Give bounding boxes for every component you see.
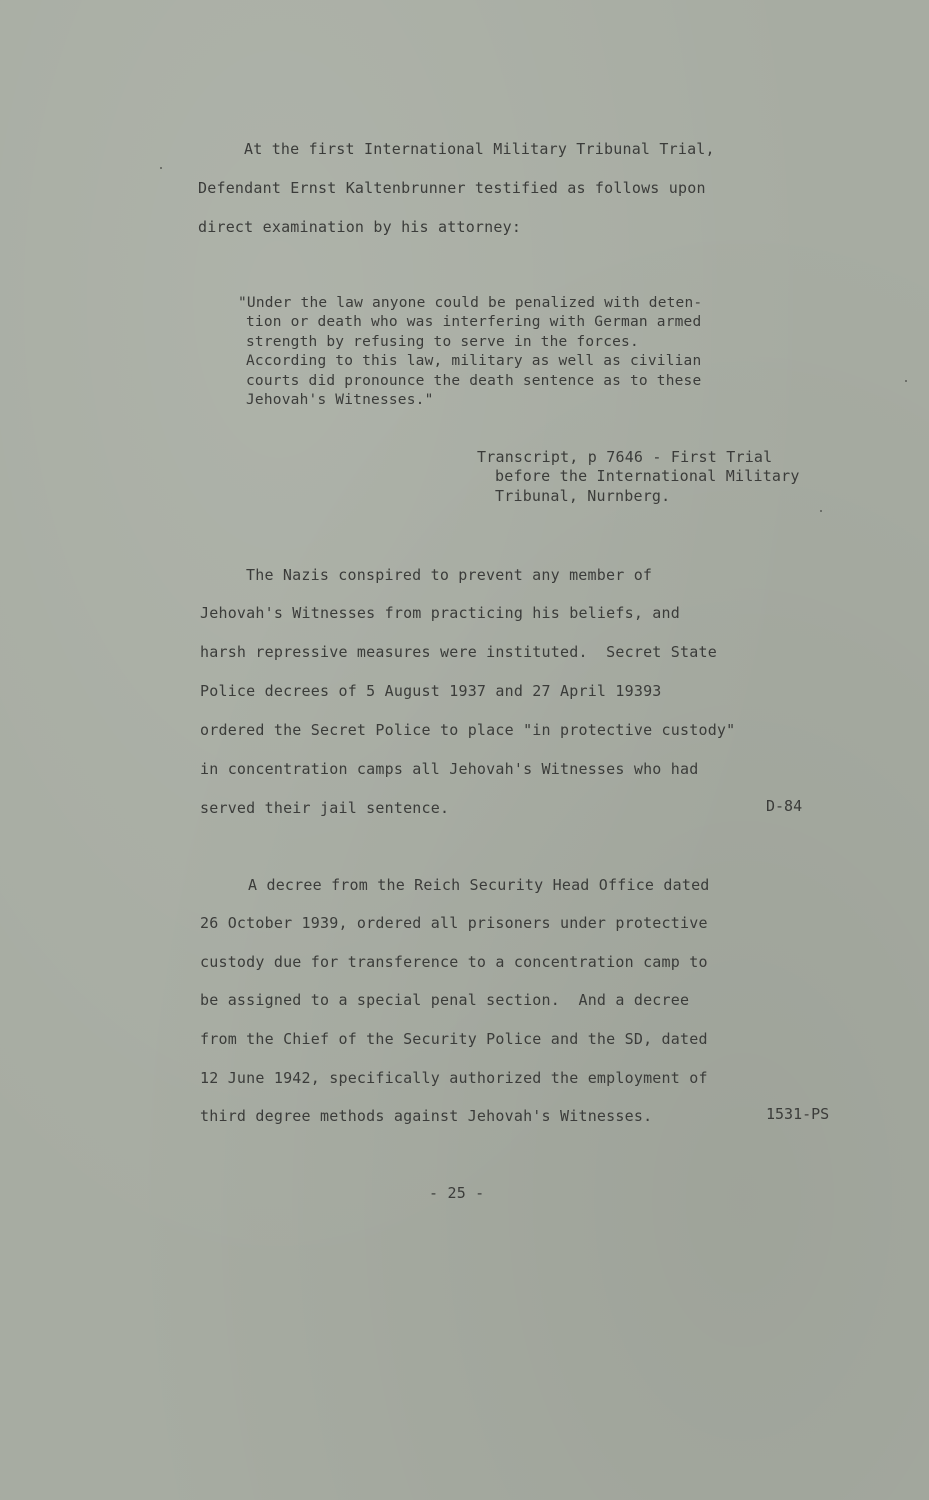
- p3-line-7: third degree methods against Jehovah's Witnesses.: [200, 1107, 653, 1125]
- quote-line-5: courts did pronounce the death sentence as to these: [246, 373, 702, 389]
- quote-line-1: "Under the law anyone could be penalized with deten-: [238, 295, 703, 311]
- paper-speck: [160, 167, 162, 169]
- p3-line-3: custody due for transference to a concentration camp to: [200, 953, 708, 971]
- quote-line-2: tion or death who was interfering with German armed: [246, 314, 702, 330]
- intro-line-3: direct examination by his attorney:: [198, 218, 522, 236]
- p3-line-2: 26 October 1939, ordered all prisoners under protective: [200, 914, 708, 932]
- p2-line-4: Police decrees of 5 August 1937 and 27 April 19393: [200, 682, 662, 700]
- p3-line-4: be assigned to a special penal section. And a decree: [200, 991, 690, 1009]
- p2-line-1: The Nazis conspired to prevent any member of: [246, 566, 653, 584]
- citation-line-3: Tribunal, Nurnberg.: [495, 487, 671, 505]
- intro-line-1: At the first International Military Tribunal Trial,: [244, 140, 715, 158]
- paper-speck: [905, 380, 907, 382]
- citation-line-1: Transcript, p 7646 - First Trial: [477, 448, 773, 466]
- p2-line-2: Jehovah's Witnesses from practicing his beliefs, and: [200, 604, 680, 622]
- citation-line-2: before the International Military: [495, 467, 800, 485]
- p3-line-5: from the Chief of the Security Police and the SD, dated: [200, 1030, 708, 1048]
- p3-line-6: 12 June 1942, specifically authorized the employment of: [200, 1069, 708, 1087]
- quote-line-4: According to this law, military as well as civilian: [246, 353, 702, 369]
- exhibit-ref-1531ps: 1531-PS: [766, 1105, 830, 1123]
- p2-line-6: in concentration camps all Jehovah's Witnesses who had: [200, 760, 699, 778]
- intro-line-2: Defendant Ernst Kaltenbrunner testified as follows upon: [198, 179, 706, 197]
- page-number: - 25 -: [429, 1184, 485, 1202]
- p3-line-1: A decree from the Reich Security Head Office dated: [248, 876, 710, 894]
- p2-line-5: ordered the Secret Police to place "in protective custody": [200, 721, 736, 739]
- paper-speck: [820, 510, 822, 512]
- p2-line-7: served their jail sentence.: [200, 799, 450, 817]
- p2-line-3: harsh repressive measures were instituted. Secret State: [200, 643, 717, 661]
- quote-line-6: Jehovah's Witnesses.": [246, 392, 434, 408]
- quote-line-3: strength by refusing to serve in the forces.: [246, 334, 639, 350]
- exhibit-ref-d84: D-84: [766, 797, 803, 815]
